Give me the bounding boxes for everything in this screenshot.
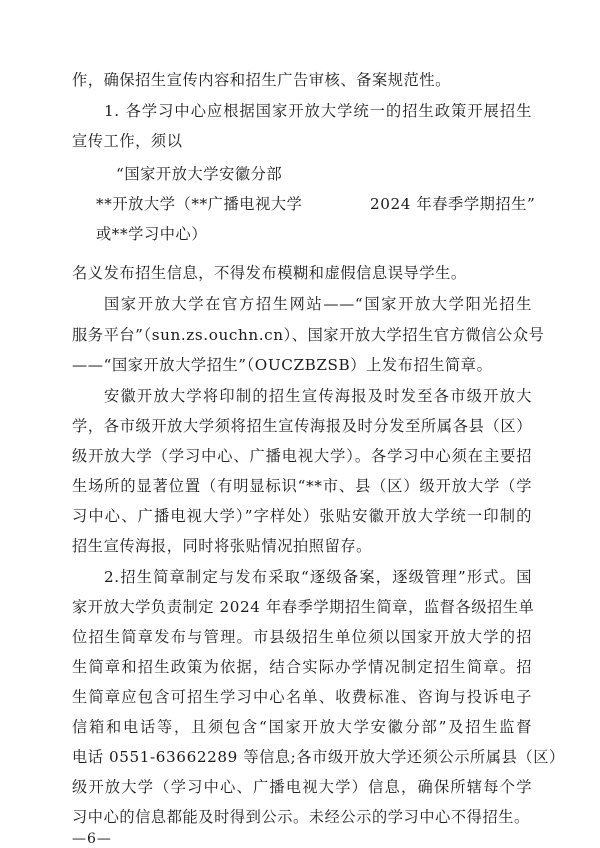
text-line: 招生宣传海报，同时将张贴情况拍照留存。 — [72, 537, 372, 555]
text-line: 级开放大学（学习中心、广播电视大学）。各学习中心须在主要招 — [72, 447, 532, 465]
name-block-open: “国家开放大学安徽分部 — [116, 165, 283, 183]
name-block-term: 2024 年春季学期招生” — [370, 195, 536, 213]
page-number: —6— — [72, 831, 112, 847]
text-line: ——“国家开放大学招生”（OUCZBZSB）上发布招生简章。 — [72, 356, 493, 374]
text-line: 习中心的信息都能及时得到公示。未经公示的学习中心不得招生。 — [72, 808, 530, 826]
text-line: 家开放大学负责制定 2024 年春季学期招生简章，监督各级招生单 — [72, 598, 535, 616]
text-line: 级开放大学（学习中心、广播电视大学）信息，确保所辖每个学 — [72, 778, 532, 796]
text-line: 电话 0551-63662289 等信息;各市级开放大学还须公示所属县（区） — [72, 748, 565, 766]
text-line: 生简章应包含可招生学习中心名单、收费标准、咨询与投诉电子 — [72, 688, 532, 706]
text-line: 信箱和电话等，且须包含“国家开放大学安徽分部”及招生监督 — [72, 718, 532, 736]
text-line: 国家开放大学在官方招生网站——“国家开放大学阳光招生 — [104, 295, 532, 313]
text-line: 2.招生简章制定与发布采取“逐级备案，逐级管理”形式。国 — [104, 568, 532, 586]
text-line: 服务平台”（sun.zs.ouchn.cn）、国家开放大学招生官方微信公众号 — [72, 326, 545, 344]
text-line: 1. 各学习中心应根据国家开放大学统一的招生政策开展招生 — [104, 102, 532, 120]
text-line: 宣传工作，须以 — [72, 132, 183, 150]
text-line: 位招生简章发布与管理。市县级招生单位须以国家开放大学的招 — [72, 628, 532, 646]
text-line: 作，确保招生宣传内容和招生广告审核、备案规范性。 — [72, 71, 451, 89]
text-line: 名义发布招生信息，不得发布模糊和虚假信息误导学生。 — [72, 264, 467, 282]
text-line: 学，各市级开放大学须将招生宣传海报及时分发至所属各县（区） — [72, 417, 532, 435]
text-line: 生简章和招生政策为依据，结合实际办学情况制定招生简章。招 — [72, 658, 532, 676]
name-block-close: 或**学习中心） — [96, 225, 208, 243]
text-line: 习中心、广播电视大学）”字样处）张贴安徽开放大学统一印制的 — [72, 507, 532, 525]
text-line: 安徽开放大学将印制的招生宣传海报及时发至各市级开放大 — [104, 387, 532, 405]
text-line: 生场所的显著位置（有明显标识“**市、县（区）级开放大学（学 — [72, 477, 532, 495]
name-block-middle: **开放大学（**广播电视大学 — [96, 195, 303, 213]
